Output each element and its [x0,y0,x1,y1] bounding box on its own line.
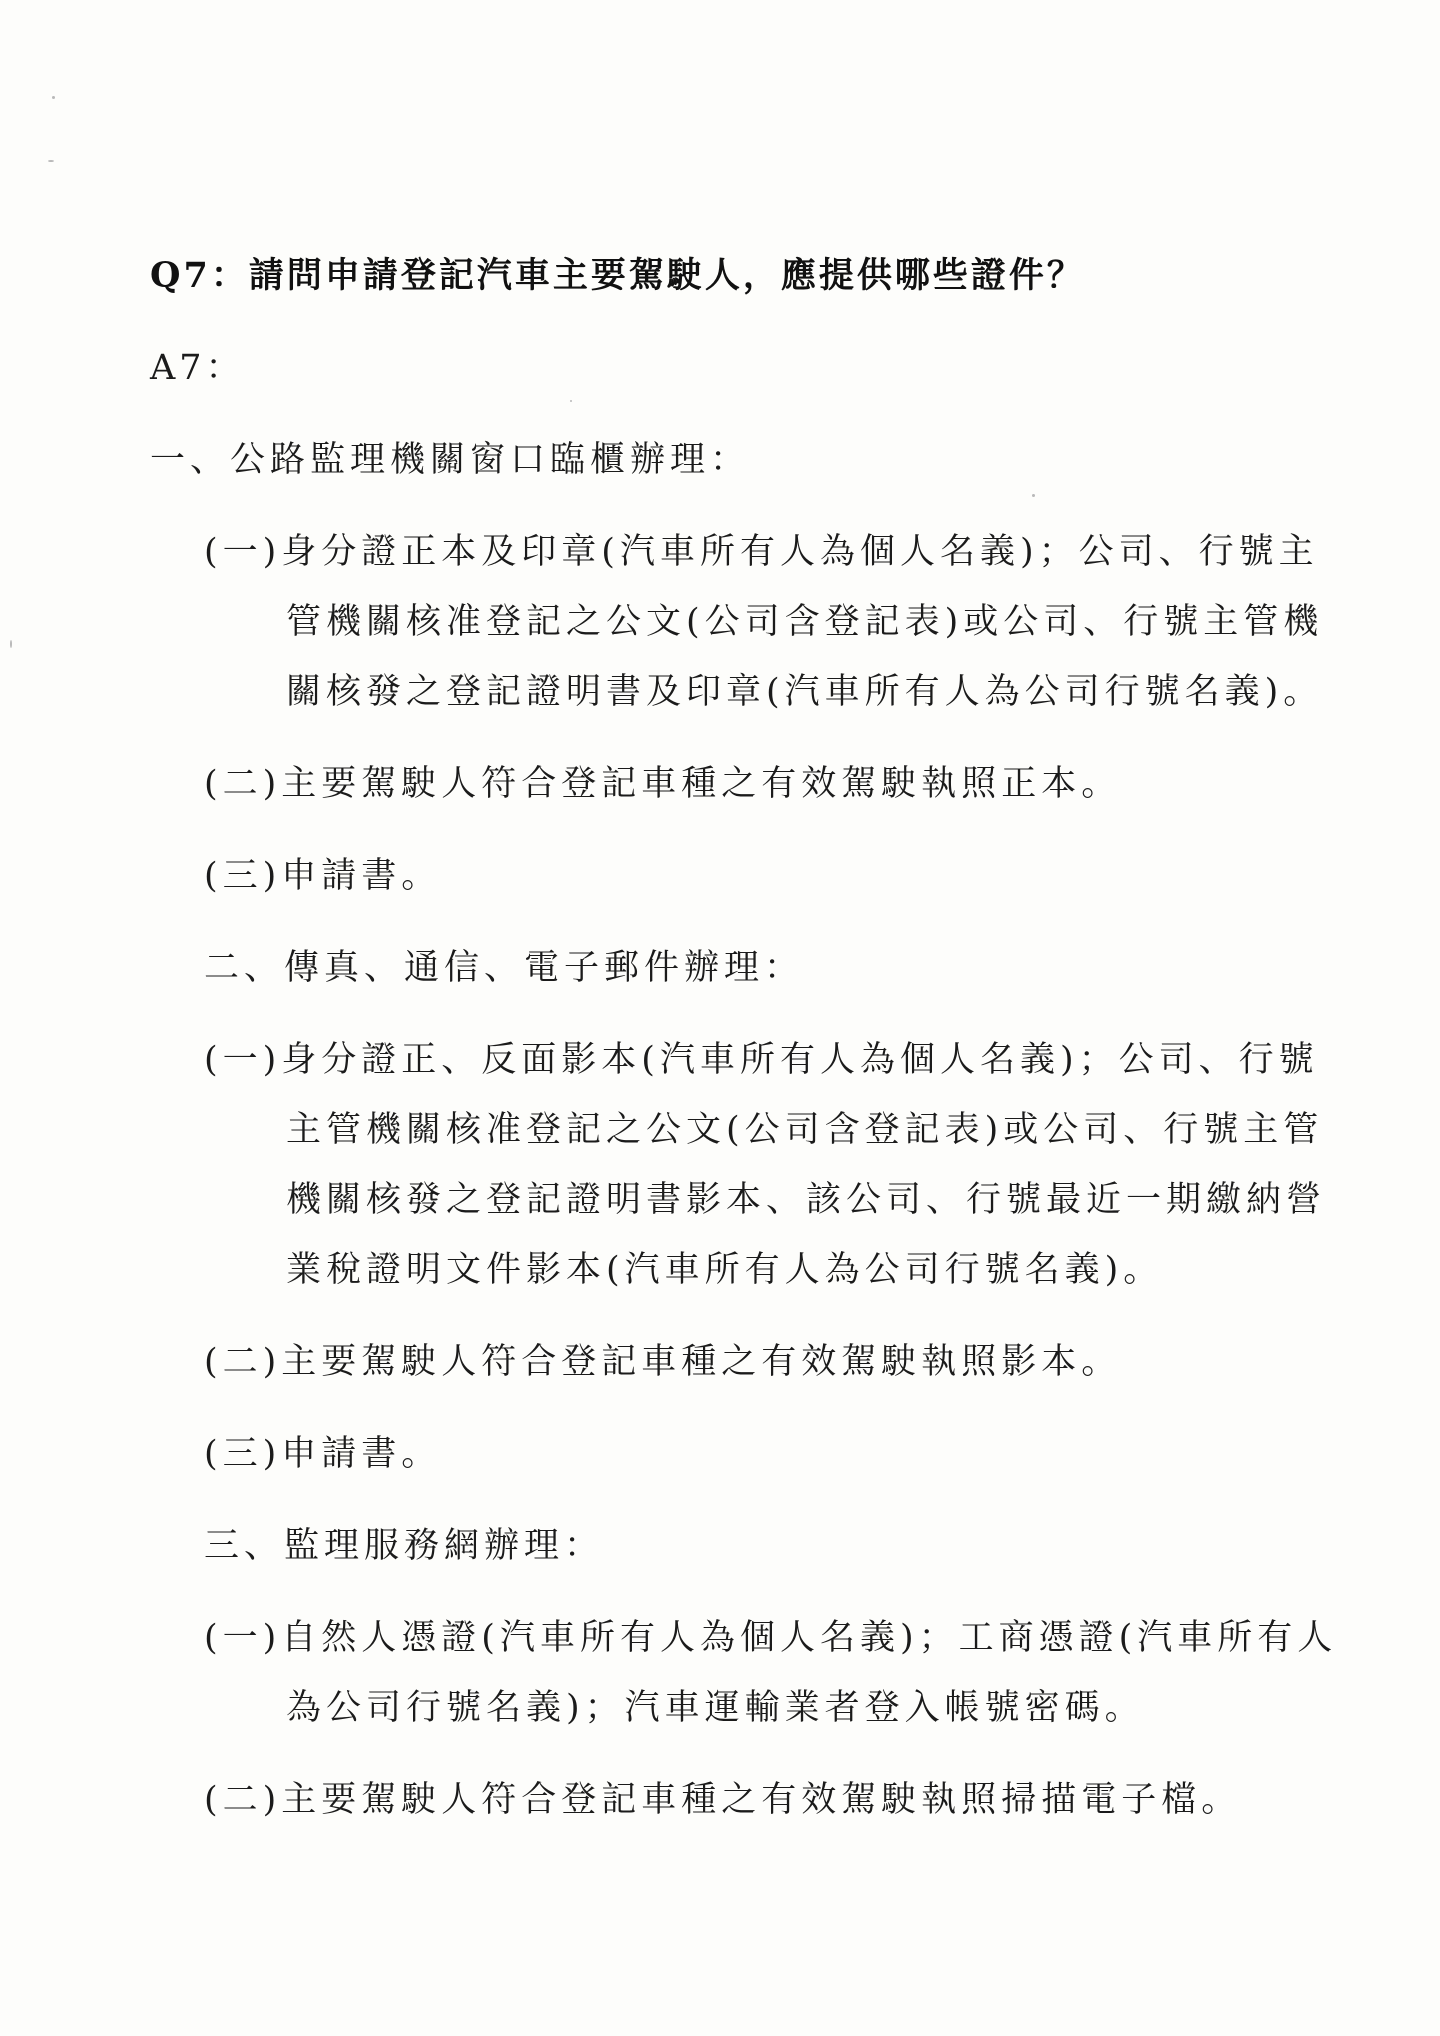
section-1-item-2: (二)主要駕駛人符合登記車種之有效駕駛執照正本。 [204,764,1122,804]
section-2-item-1-line-4: 業稅證明文件影本(汽車所有人為公司行號名義)。 [286,1250,1164,1290]
section-2-item-1-line-1: (一)身分證正、反面影本(汽車所有人為個人名義)；公司、行號 [204,1040,1319,1080]
scan-speck [48,160,54,162]
scan-speck [1032,494,1035,497]
section-3-heading: 三、監理服務網辦理： [204,1526,605,1566]
section-2-heading: 二、傳真、通信、電子郵件辦理： [204,948,805,988]
section-3-item-1-line-2: 為公司行號名義)；汽車運輸業者登入帳號密碼。 [286,1688,1145,1728]
section-1-item-1-line-2: 管機關核准登記之公文(公司含登記表)或公司、行號主管機 [286,602,1324,642]
section-2-item-1-line-2: 主管機關核准登記之公文(公司含登記表)或公司、行號主管 [286,1110,1324,1150]
section-1-heading: 一、公路監理機關窗口臨櫃辦理： [150,440,751,480]
answer-label: A7： [150,348,245,388]
scan-speck [52,96,55,99]
section-1-item-1-line-3: 關核發之登記證明書及印章(汽車所有人為公司行號名義)。 [286,672,1324,712]
section-3-item-1-line-1: (一)自然人憑證(汽車所有人為個人名義)；工商憑證(汽車所有人 [204,1618,1338,1658]
scan-speck [10,640,12,648]
section-2-item-1-line-3: 機關核發之登記證明書影本、該公司、行號最近一期繳納營 [286,1180,1327,1220]
section-1-item-1-line-1: (一)身分證正本及印章(汽車所有人為個人名義)；公司、行號主 [204,532,1319,572]
section-2-item-3: (三)申請書。 [204,1434,442,1474]
scan-speck [570,400,572,402]
section-1-item-3: (三)申請書。 [204,856,442,896]
section-2-item-2: (二)主要駕駛人符合登記車種之有效駕駛執照影本。 [204,1342,1122,1382]
section-3-item-2: (二)主要駕駛人符合登記車種之有效駕駛執照掃描電子檔。 [204,1780,1242,1820]
question-title: Q7：請問申請登記汽車主要駕駛人，應提供哪些證件？ [150,255,1085,296]
